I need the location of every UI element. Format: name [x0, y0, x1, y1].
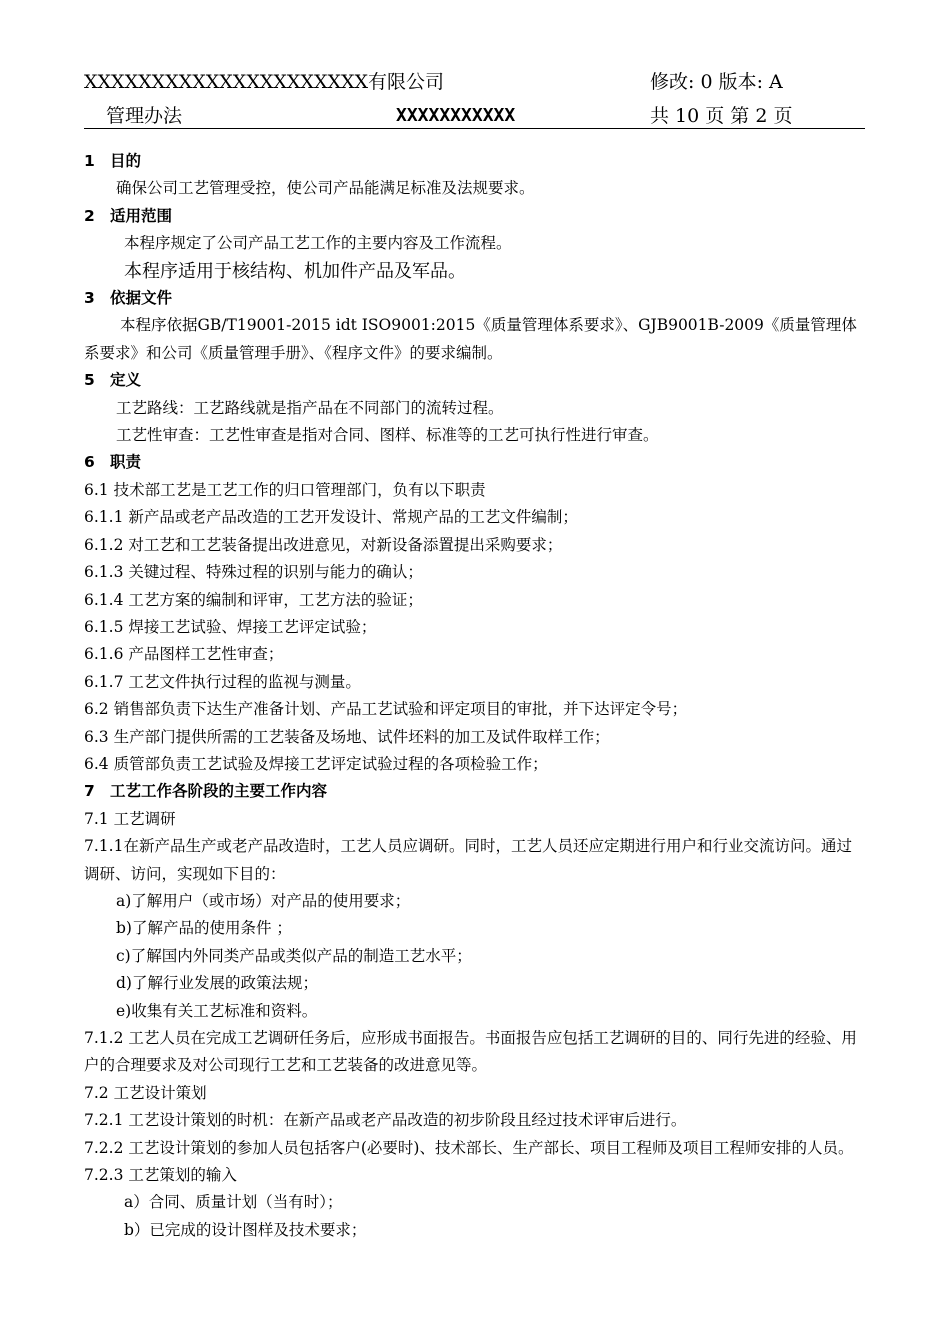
clause: 6.1.7 工艺文件执行过程的监视与测量。 — [84, 672, 361, 691]
document-code: XXXXXXXXXXX — [396, 105, 516, 126]
clause: 7.1.2 工艺人员在完成工艺调研任务后，应形成书面报告。书面报告应包括工艺调研的目的、同行先进的经验、用户的合理要求及对公司现行工艺和工艺装备的改进意见等。 — [84, 1029, 857, 1075]
section-title: 目的 — [110, 152, 142, 170]
section-heading — [84, 778, 865, 805]
document-body — [84, 148, 865, 1244]
clause: 7.1 工艺调研 — [84, 809, 176, 828]
section-title: 工艺工作各阶段的主要工作内容 — [110, 782, 328, 801]
paragraph: 本程序适用于核结构、机加件产品及军品。 — [124, 260, 466, 282]
section-title: 职责 — [110, 453, 142, 472]
section-title: 适用范围 — [110, 206, 173, 225]
clause: 7.2 工艺设计策划 — [84, 1083, 207, 1102]
clause: 7.1.1在新产品生产或老产品改造时，工艺人员应调研。同时，工艺人员还应定期进行用户和行业交流访问。通过调研、访问，实现如下目的： — [84, 837, 852, 883]
clause: 7.2.2 工艺设计策划的参加人员包括客户(必要时)、技术部长、生产部长、项目工程师及项目工程师安排的人员。 — [84, 1138, 854, 1157]
section-title: 依据文件 — [110, 289, 173, 308]
paragraph: 本程序依据GB/T19001-2015 idt ISO9001:2015《质量管理体系要求》、GJB9001B-2009《质量管理体系要求》和公司《质量管理手册》、《程序文件》的要求编制。 — [84, 316, 857, 362]
list-item: a)了解用户（或市场）对产品的使用要求； — [116, 891, 411, 910]
clause: 6.1.4 工艺方案的编制和评审，工艺方法的验证； — [84, 590, 423, 609]
section-number: 7 — [84, 782, 95, 801]
company-name: XXXXXXXXXXXXXXXXXXXXX有限公司 — [84, 71, 445, 93]
page-info: 共 10 页 第 2 页 — [650, 105, 793, 127]
clause: 6.1.5 焊接工艺试验、焊接工艺评定试验； — [84, 617, 377, 636]
paragraph: 工艺路线：工艺路线就是指产品在不同部门的流转过程。 — [116, 398, 504, 417]
clause: 7.2.3 工艺策划的输入 — [84, 1166, 237, 1185]
clause: 7.2.1 工艺设计策划的时机：在新产品或老产品改造的初步阶段且经过技术评审后进行。 — [84, 1111, 687, 1130]
section-number: 3 — [84, 289, 95, 308]
clause: 6.3 生产部门提供所需的工艺装备及场地、试件坯料的加工及试件取样工作； — [84, 727, 610, 746]
clause: 6.1 技术部工艺是工艺工作的归口管理部门，负有以下职责 — [84, 480, 486, 499]
section-title: 定义 — [110, 371, 142, 390]
clause: 6.1.3 关键过程、特殊过程的识别与能力的确认； — [84, 563, 423, 582]
list-item: b）已完成的设计图样及技术要求； — [124, 1220, 367, 1239]
section-heading — [84, 449, 865, 476]
paragraph: 确保公司工艺管理受控，使公司产品能满足标准及法规要求。 — [116, 179, 535, 198]
clause: 6.1.6 产品图样工艺性审查； — [84, 645, 284, 664]
paragraph: 工艺性审查：工艺性审查是指对合同、图样、标准等的工艺可执行性进行审查。 — [116, 426, 659, 445]
clause: 6.4 质管部负责工艺试验及焊接工艺评定试验过程的各项检验工作； — [84, 754, 548, 773]
clause: 6.1.1 新产品或老产品改造的工艺开发设计、常规产品的工艺文件编制； — [84, 508, 578, 527]
section-number: 5 — [84, 371, 95, 390]
section-number: 6 — [84, 453, 95, 472]
section-heading — [84, 285, 865, 312]
paragraph: 本程序规定了公司产品工艺工作的主要内容及工作流程。 — [124, 234, 512, 253]
page-header — [84, 68, 865, 130]
list-item: c)了解国内外同类产品或类似产品的制造工艺水平； — [116, 946, 472, 965]
revision-info: 修改: 0 版本: A — [650, 71, 783, 93]
list-item: a）合同、质量计划（当有时）； — [124, 1193, 343, 1212]
section-heading — [84, 367, 865, 394]
section-number: 1 — [84, 152, 95, 170]
list-item: d)了解行业发展的政策法规； — [116, 974, 318, 993]
clause: 6.2 销售部负责下达生产准备计划、产品工艺试验和评定项目的审批，并下达评定令号； — [84, 700, 688, 719]
section-heading — [84, 148, 865, 175]
section-heading — [84, 203, 865, 230]
document-category: 管理办法 — [106, 105, 183, 127]
clause: 6.1.2 对工艺和工艺装备提出改进意见，对新设备添置提出采购要求； — [84, 535, 563, 554]
header-divider — [84, 128, 865, 129]
list-item: e)收集有关工艺标准和资料。 — [116, 1001, 318, 1020]
section-number: 2 — [84, 206, 95, 225]
list-item: b)了解产品的使用条件 ； — [116, 919, 292, 938]
